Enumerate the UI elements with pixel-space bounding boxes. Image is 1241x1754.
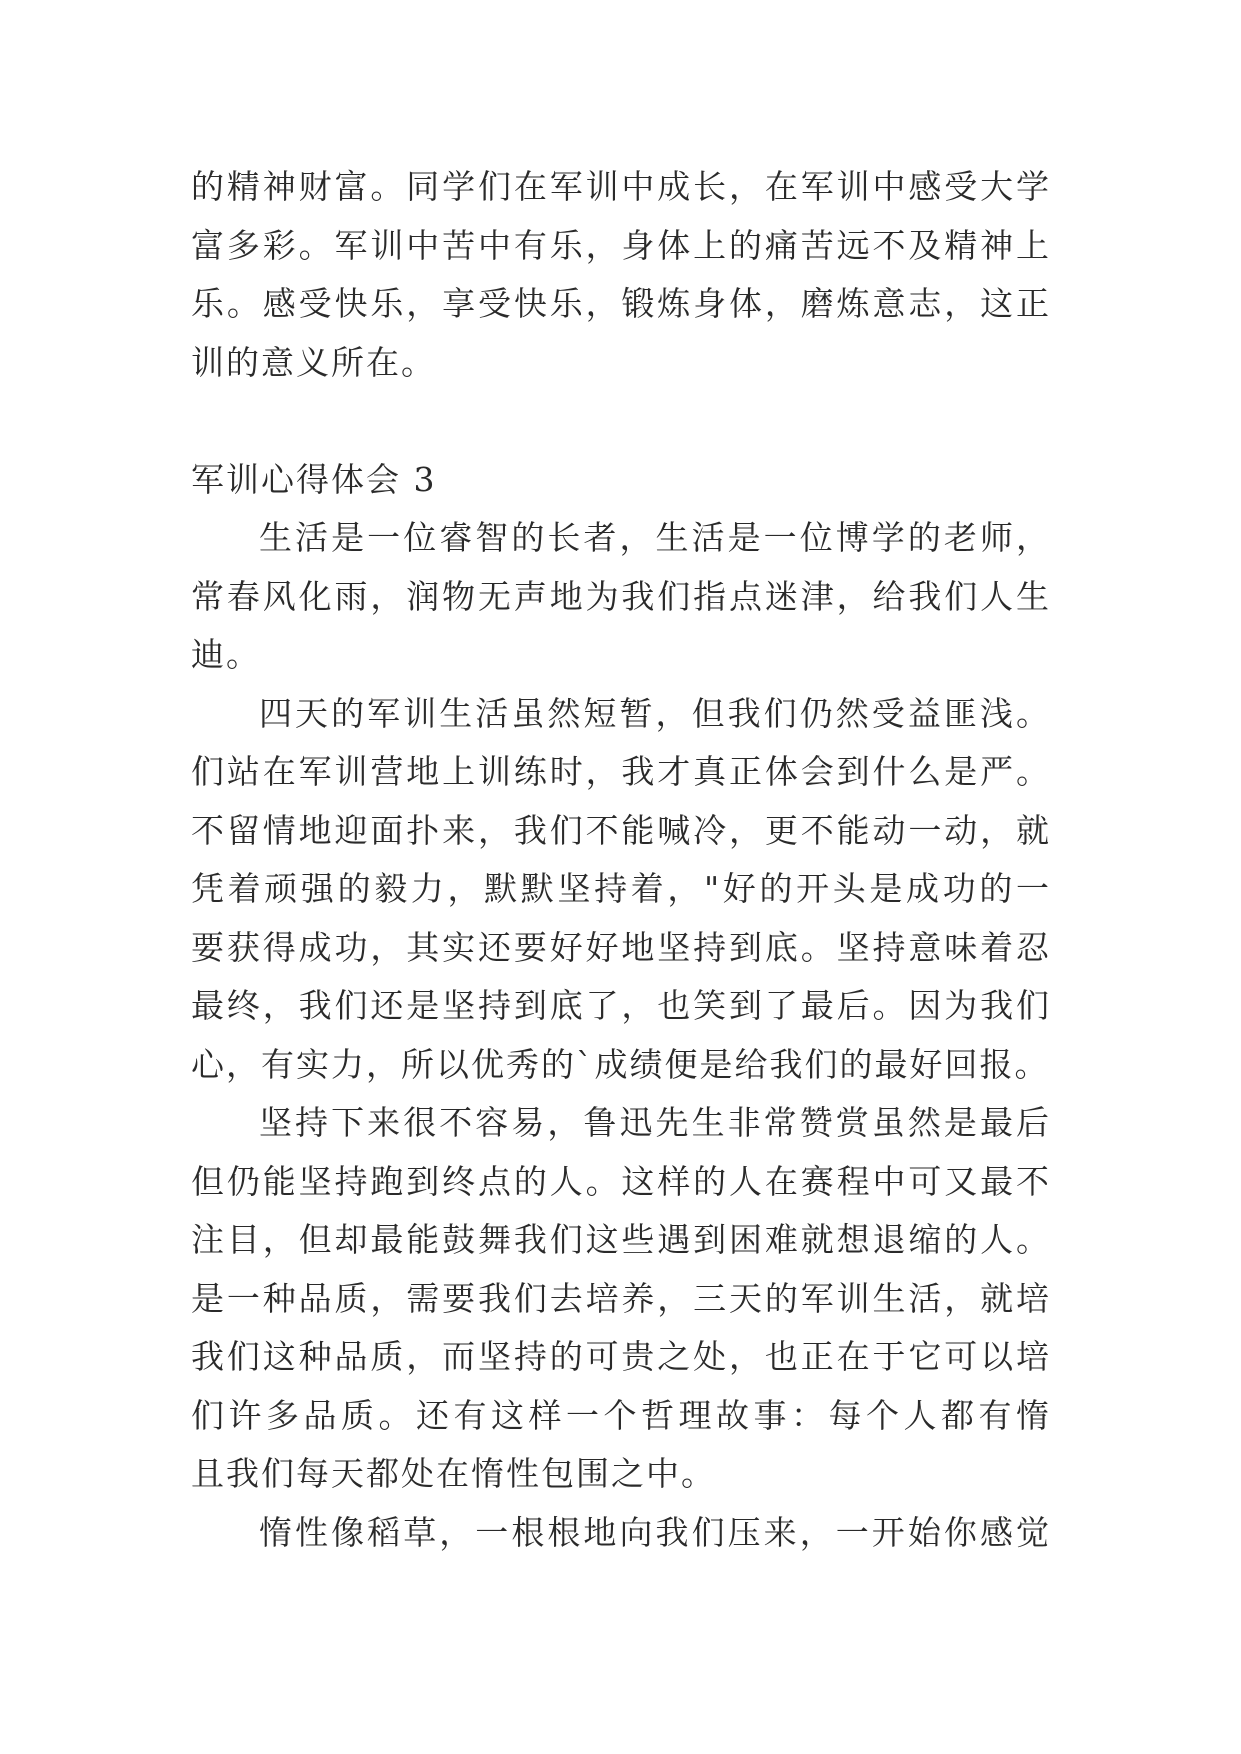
text-line: 常春风化雨，润物无声地为我们指点迷津，给我们人生 (191, 576, 1051, 616)
text-line: 不留情地迎面扑来，我们不能喊冷，更不能动一动，就 (191, 810, 1051, 850)
section-title: 军训心得体会 3 (191, 459, 437, 499)
continuation-paragraph (191, 158, 1051, 392)
text-line: 且我们每天都处在惰性包围之中。 (191, 1454, 716, 1493)
paragraph (191, 1504, 1051, 1563)
text-line: 注目，但却最能鼓舞我们这些遇到困难就想退缩的人。 (191, 1220, 1051, 1259)
text-line: 坚持下来很不容易，鲁迅先生非常赞赏虽然是最后 (259, 1103, 1051, 1142)
text-line: 我们这种品质，而坚持的可贵之处，也正在于它可以培 (191, 1337, 1051, 1376)
text-line: 训的意义所在。 (191, 342, 436, 382)
text-line: 最终，我们还是坚持到底了，也笑到了最后。因为我们 (191, 986, 1051, 1025)
text-line: 们站在军训营地上训练时，我才真正体会到什么是严。 (191, 752, 1051, 791)
text-line: 生活是一位睿智的长者，生活是一位博学的老师， (259, 518, 1051, 557)
document-body (191, 158, 1051, 1562)
paragraph (191, 1094, 1051, 1504)
text-line: 但仍能坚持跑到终点的人。这样的人在赛程中可又最不 (191, 1161, 1051, 1201)
text-line: 心，有实力，所以优秀的`成绩便是给我们的最好回报。 (191, 1044, 1050, 1084)
text-line: 四天的军训生活虽然短暂，但我们仍然受益匪浅。 (259, 693, 1051, 733)
text-line: 要获得成功，其实还要好好地坚持到底。坚持意味着忍 (191, 927, 1051, 967)
text-line: 富多彩。军训中苦中有乐，身体上的痛苦远不及精神上 (191, 225, 1051, 265)
text-line: 乐。感受快乐，享受快乐，锻炼身体，磨炼意志，这正 (191, 284, 1051, 323)
text-line: 惰性像稻草，一根根地向我们压来，一开始你感觉 (259, 1512, 1051, 1552)
text-line: 凭着顽强的毅力，默默坚持着，"好的开头是成功的一 (191, 869, 1051, 908)
text-line: 们许多品质。还有这样一个哲理故事：每个人都有惰 (191, 1395, 1051, 1435)
paragraph-gap (191, 392, 1051, 451)
paragraph (191, 685, 1051, 1095)
text-line: 的精神财富。同学们在军训中成长，在军训中感受大学 (191, 167, 1051, 206)
text-line: 迪。 (191, 635, 261, 674)
paragraph (191, 509, 1051, 685)
text-line: 是一种品质，需要我们去培养，三天的军训生活，就培 (191, 1278, 1051, 1318)
